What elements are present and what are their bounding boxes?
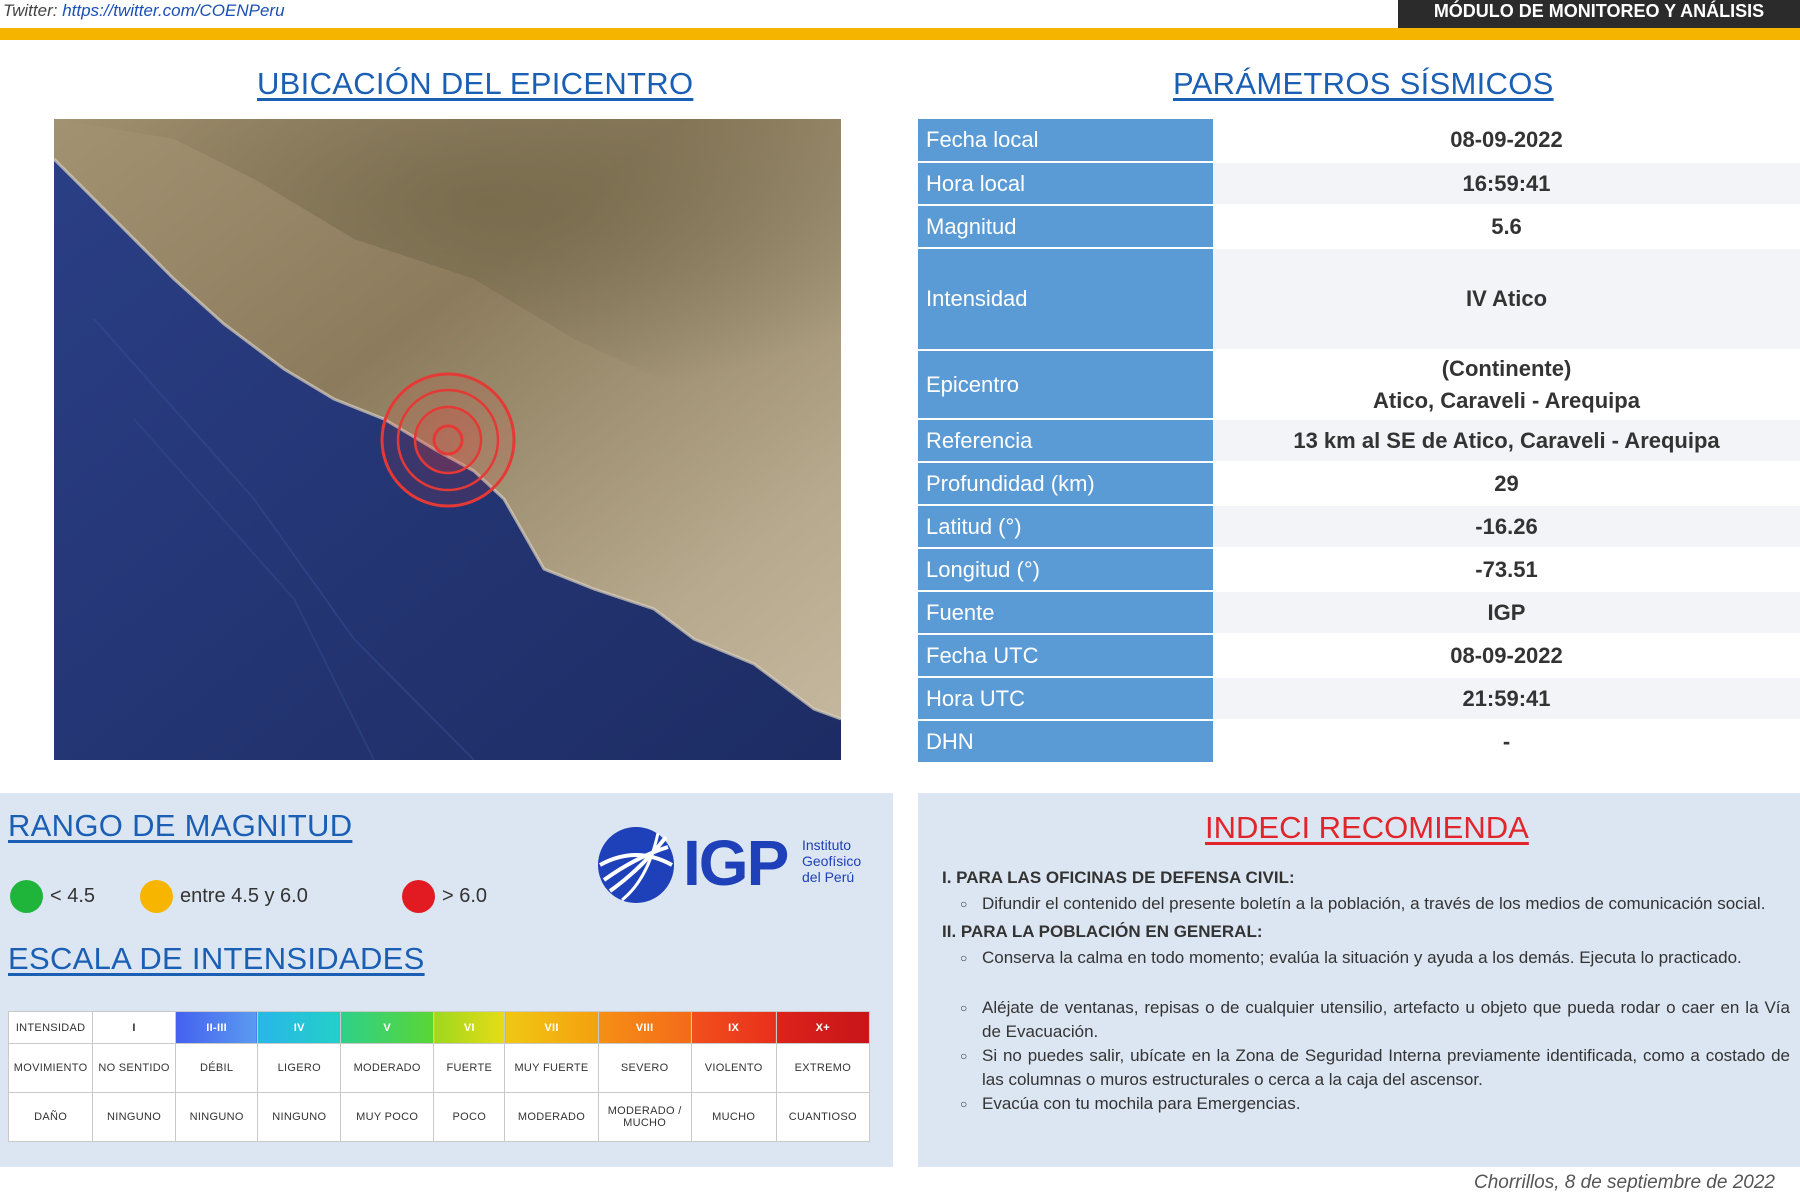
param-label: Referencia (918, 419, 1213, 462)
param-value: - (1213, 720, 1800, 763)
movement-cell: DÉBIL (175, 1044, 258, 1093)
igp-line3: del Perú (802, 869, 855, 885)
legend-label: entre 4.5 y 6.0 (180, 885, 308, 907)
legend-item-low (10, 880, 95, 913)
list-item: ○ Difundir el contenido del presente boletín a la población, a través de los medios de comunicación social. (982, 892, 1790, 916)
list-item: ○ Conserva la calma en todo momento; evalúa la situación y ayuda a los demás. Ejecuta lo practicado. (982, 946, 1790, 970)
param-value (1213, 350, 1800, 419)
intensity-cell: I (93, 1012, 176, 1044)
header-divider (0, 28, 1800, 40)
legend-label: < 4.5 (50, 885, 96, 907)
movement-cell: SEVERO (598, 1044, 691, 1093)
params-table (918, 119, 1800, 764)
row-label: INTENSIDAD (9, 1012, 93, 1044)
intensity-cell: VI (434, 1012, 505, 1044)
param-value: IV Atico (1213, 248, 1800, 350)
movement-cell: VIOLENTO (691, 1044, 776, 1093)
param-label: Fuente (918, 591, 1213, 634)
igp-line1: Instituto (802, 837, 852, 853)
table-row (918, 591, 1800, 634)
table-row (918, 162, 1800, 205)
table-row (918, 677, 1800, 720)
legend-item-mid (140, 880, 308, 913)
intensity-cell: IV (258, 1012, 341, 1044)
damage-cell: POCO (434, 1093, 505, 1142)
recommendation-list (940, 946, 1790, 1116)
intensity-cell: V (341, 1012, 434, 1044)
table-row (918, 205, 1800, 248)
param-value: IGP (1213, 591, 1800, 634)
intensity-table (8, 1011, 870, 1142)
epicenter-line1: (Continente) (1441, 355, 1572, 381)
green-dot-icon (10, 880, 43, 913)
legend-label: > 6.0 (442, 885, 488, 907)
param-value: 29 (1213, 462, 1800, 505)
intensity-cell: II-III (175, 1012, 258, 1044)
recommendations (940, 864, 1790, 1116)
yellow-dot-icon (140, 880, 173, 913)
intensity-cell: VIII (598, 1012, 691, 1044)
params-title: PARÁMETROS SÍSMICOS (1173, 66, 1554, 101)
table-row (918, 634, 1800, 677)
epicenter-map[interactable] (54, 119, 841, 760)
table-row (918, 720, 1800, 763)
table-row (918, 350, 1800, 419)
igp-globe-icon (596, 825, 676, 905)
damage-cell: NINGUNO (93, 1093, 176, 1142)
movement-cell: FUERTE (434, 1044, 505, 1093)
table-row (9, 1093, 870, 1142)
param-value: -73.51 (1213, 548, 1800, 591)
param-value: 5.6 (1213, 205, 1800, 248)
table-row (9, 1012, 870, 1044)
param-label: Latitud (°) (918, 505, 1213, 548)
twitter-link[interactable]: https://twitter.com/COENPeru (62, 1, 285, 20)
table-row (918, 462, 1800, 505)
param-label: Magnitud (918, 205, 1213, 248)
movement-cell: MODERADO (341, 1044, 434, 1093)
param-value: -16.26 (1213, 505, 1800, 548)
param-value: 08-09-2022 (1213, 119, 1800, 162)
damage-cell: NINGUNO (175, 1093, 258, 1142)
igp-logo (596, 823, 866, 905)
row-label: MOVIMIENTO (9, 1044, 93, 1093)
igp-line2: Geofísico (802, 853, 862, 869)
map-image (54, 119, 841, 760)
table-row (918, 248, 1800, 350)
param-label: DHN (918, 720, 1213, 763)
epicenter-title: UBICACIÓN DEL EPICENTRO (257, 66, 694, 101)
damage-cell: MODERADO / MUCHO (598, 1093, 691, 1142)
row-label: DAÑO (9, 1093, 93, 1142)
table-row (918, 548, 1800, 591)
param-value: 08-09-2022 (1213, 634, 1800, 677)
param-label: Fecha local (918, 119, 1213, 162)
damage-cell: MUY POCO (341, 1093, 434, 1142)
movement-cell: EXTREMO (776, 1044, 869, 1093)
damage-cell: CUANTIOSO (776, 1093, 869, 1142)
igp-wordmark: IGP (683, 827, 788, 899)
param-label: Epicentro (918, 350, 1213, 419)
top-bar (0, 0, 1800, 28)
list-item: ○ Aléjate de ventanas, repisas o de cualquier utensilio, artefacto u objeto que pueda rodar o caer en la Vía de Evacuación. (982, 996, 1790, 1044)
param-label: Hora local (918, 162, 1213, 205)
param-label: Longitud (°) (918, 548, 1213, 591)
module-title: MÓDULO DE MONITOREO Y ANÁLISIS (1398, 0, 1800, 28)
legend-item-high (402, 880, 487, 913)
damage-cell: NINGUNO (258, 1093, 341, 1142)
param-label: Fecha UTC (918, 634, 1213, 677)
param-value: 13 km al SE de Atico, Caraveli - Arequipa (1213, 419, 1800, 462)
section-heading: II. PARA LA POBLACIÓN EN GENERAL: (942, 922, 1263, 941)
epicenter-marker-icon (382, 374, 514, 506)
list-item: ○ Evacúa con tu mochila para Emergencias. (982, 1092, 1790, 1116)
damage-cell: MUCHO (691, 1093, 776, 1142)
twitter-prefix: Twitter: (3, 1, 58, 20)
red-dot-icon (402, 880, 435, 913)
movement-cell: LIGERO (258, 1044, 341, 1093)
table-row (918, 419, 1800, 462)
intensity-cell: X+ (776, 1012, 869, 1044)
section-heading: I. PARA LAS OFICINAS DE DEFENSA CIVIL: (942, 868, 1295, 887)
param-value: 21:59:41 (1213, 677, 1800, 720)
table-row (918, 119, 1800, 162)
twitter-line (3, 1, 285, 21)
intensity-title: ESCALA DE INTENSIDADES (8, 941, 425, 976)
intensity-cell: VII (505, 1012, 598, 1044)
param-label: Intensidad (918, 248, 1213, 350)
list-item: ○ Si no puedes salir, ubícate en la Zona de Seguridad Interna previamente identificada, como a costado de las columnas o muros estructurales o cerca a la caja del ascensor. (982, 1044, 1790, 1092)
damage-cell: MODERADO (505, 1093, 598, 1142)
recommendation-list (940, 892, 1790, 916)
param-value: 16:59:41 (1213, 162, 1800, 205)
movement-cell: NO SENTIDO (93, 1044, 176, 1093)
igp-subtitle (802, 837, 861, 885)
magnitude-title: RANGO DE MAGNITUD (8, 808, 353, 843)
movement-cell: MUY FUERTE (505, 1044, 598, 1093)
param-label: Profundidad (km) (918, 462, 1213, 505)
param-label: Hora UTC (918, 677, 1213, 720)
indeci-title: INDECI RECOMIENDA (1205, 810, 1529, 845)
intensity-cell: IX (691, 1012, 776, 1044)
footer-date: Chorrillos, 8 de septiembre de 2022 (1473, 1172, 1775, 1193)
table-row (9, 1044, 870, 1093)
epicenter-line2: Atico, Caraveli - Arequipa (1373, 387, 1640, 413)
table-row (918, 505, 1800, 548)
